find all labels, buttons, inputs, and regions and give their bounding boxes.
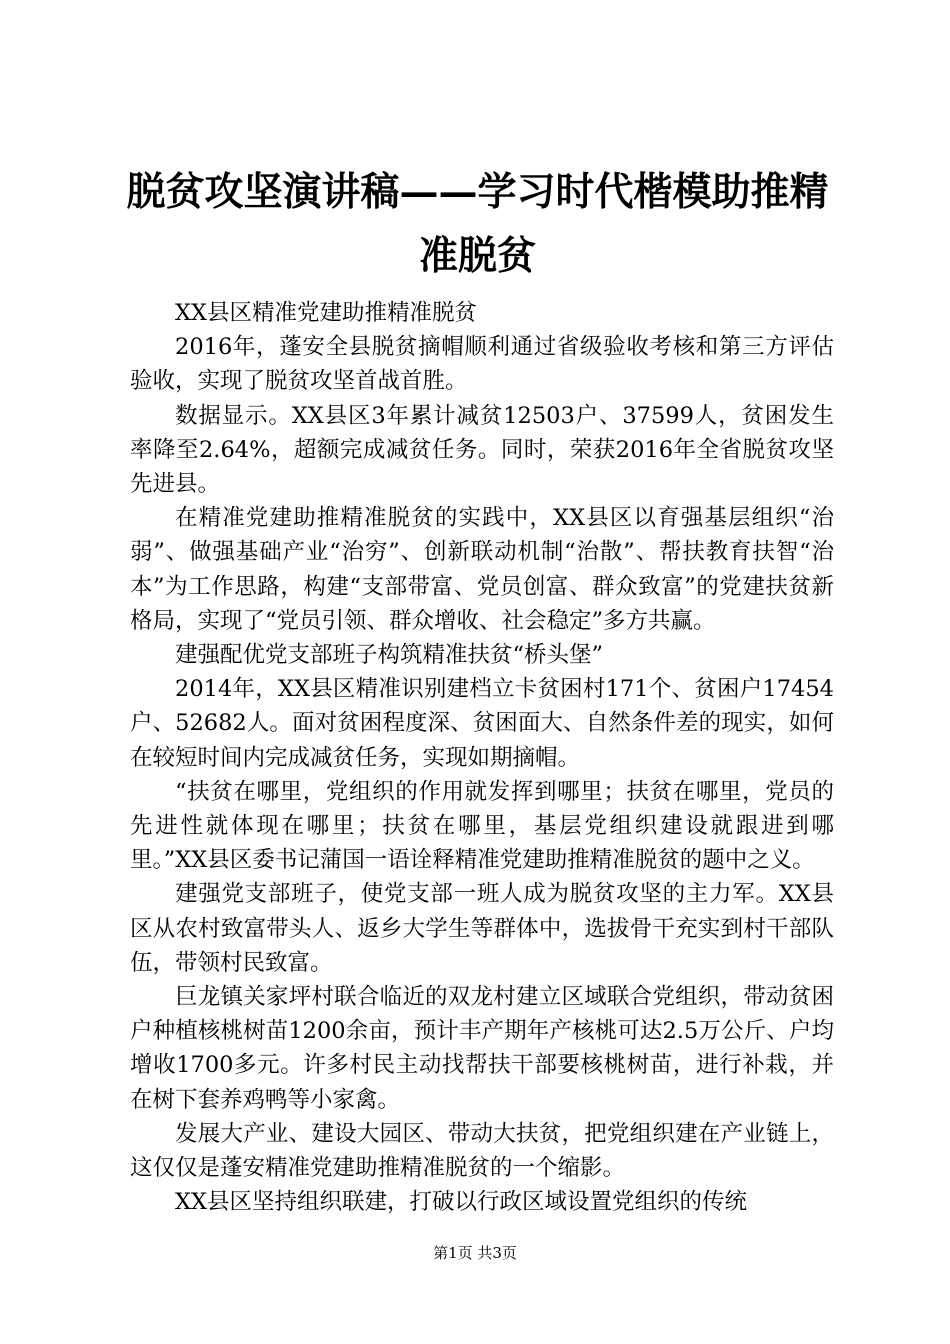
paragraph-4: 在精准党建助推精准脱贫的实践中，XX县区以育强基层组织“治弱”、做强基础产业“治穷”、创新联动机制“治散”、帮扶教育扶智“治本”为工作思路，构建“支部带富、党员创富、群众致富”的党建扶贫新格局，实现了“党员引领、群众增收、社会稳定”多方共赢。 [130,505,834,634]
paragraph-11: XX县区坚持组织联建，打破以行政区域设置党组织的传统 [175,1189,748,1216]
document-title: 脱贫攻坚演讲稿——学习时代楷模助推精准脱贫 [126,169,829,279]
paragraph-1: XX县区精准党建助推精准脱贫 [175,300,478,326]
paragraph-5: 建强配优党支部班子构筑精准扶贫“桥头堡” [175,642,604,669]
paragraph-10: 发展大产业、建设大园区、带动大扶贫，把党组织建在产业链上，这仅仅是蓬安精准党建助推精准脱贫的一个缩影。 [130,1120,834,1182]
paragraph-6: 2014年，XX县区精准识别建档立卡贫困村171个、贫困户17454户、52682人。面对贫困程度深、贫困面大、自然条件差的现实，如何在较短时间内完成减贫任务，实现如期摘帽。 [130,676,834,771]
document-body [130,296,834,1219]
paragraph-7: “扶贫在哪里，党组织的作用就发挥到哪里；扶贫在哪里，党员的先进性就体现在哪里；扶贫在哪里，基层党组织建设就跟进到哪里。”XX县区委书记蒲国一语诠释精准党建助推精准脱贫的题中之义。 [130,778,834,874]
page-number-footer: 第1页 共3页 [433,1244,517,1262]
paragraph-2: 2016年，蓬安全县脱贫摘帽顺利通过省级验收考核和第三方评估验收，实现了脱贫攻坚首战首胜。 [130,334,834,395]
paragraph-8: 建强党支部班子，使党支部一班人成为脱贫攻坚的主力军。XX县区从农村致富带头人、返乡大学生等群体中，选拔骨干充实到村干部队伍，带领村民致富。 [130,881,834,976]
paragraph-9: 巨龙镇关家坪村联合临近的双龙村建立区域联合党组织，带动贫困户种植核桃树苗1200余亩，预计丰产期年产核桃可达2.5万公斤、户均增收1700多元。许多村民主动找帮扶干部要核桃树苗，进行补栽，并在树下套养鸡鸭等小家禽。 [130,984,834,1113]
paragraph-3: 数据显示。XX县区3年累计减贫12503户、37599人，贫困发生率降至2.64%，超额完成减贫任务。同时，荣获2016年全省脱贫攻坚先进县。 [130,402,834,498]
